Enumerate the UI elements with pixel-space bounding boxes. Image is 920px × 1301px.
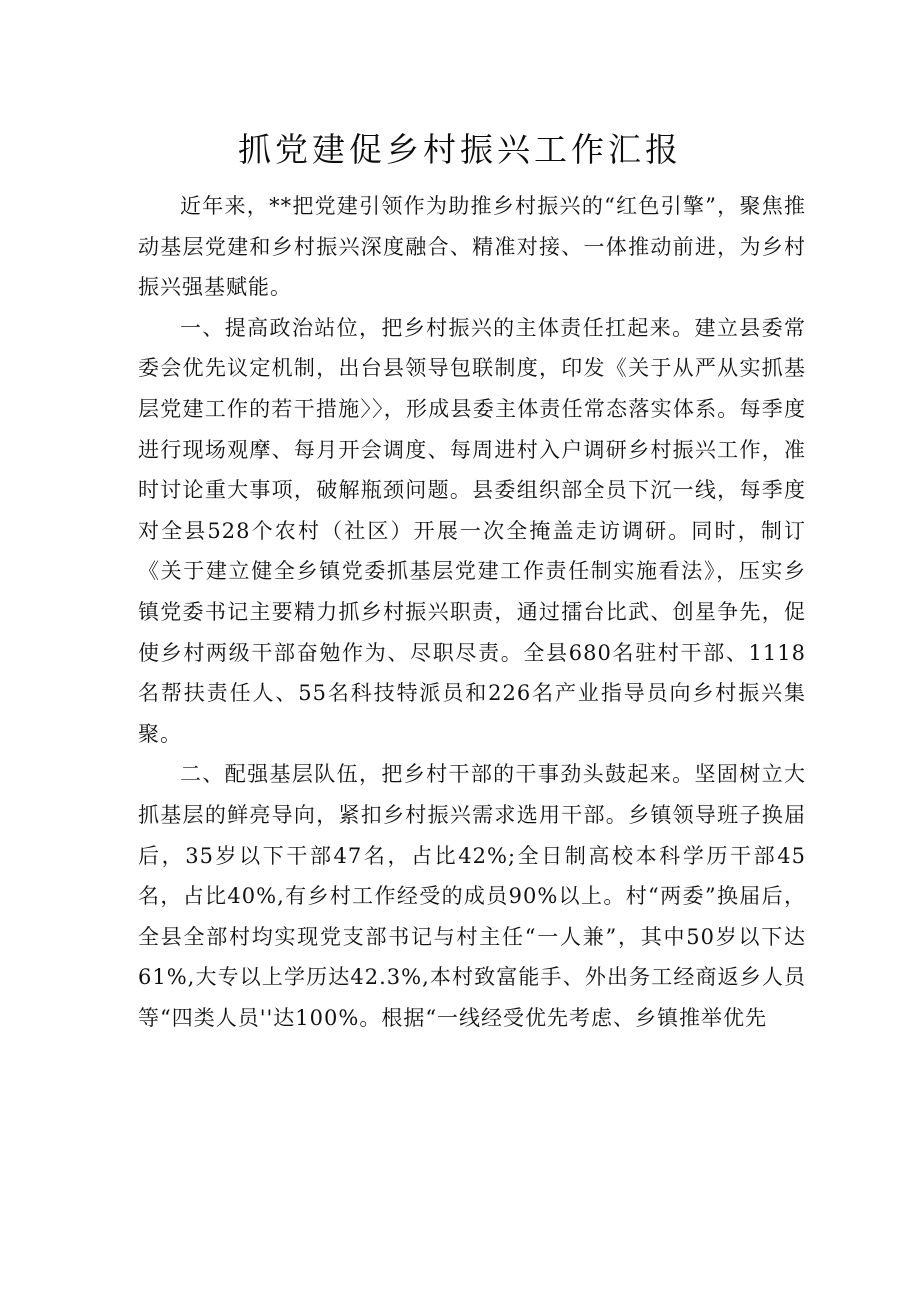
- document-title: 抓党建促乡村振兴工作汇报: [238, 130, 682, 169]
- paragraph-intro: 近年来，**把党建引领作为助推乡村振兴的“红色引擎”，聚焦推动基层党建和乡村振兴深度融合、精准对接、一体推动前进，为乡村振兴强基赋能。: [138, 194, 806, 300]
- document-body: [138, 186, 806, 1038]
- paragraph-section-1: 一、提高政治站位，把乡村振兴的主体责任扛起来。建立县委常委会优先议定机制，出台县领导包联制度，印发《关于从严从实抓基层党建工作的若干措施〉〉，形成县委主体责任常态落实体系。每季度进行现场观摩、每月开会调度、每周进村入户调研乡村振兴工作，准时讨论重大事项，破解瓶颈问题。县委组织部全员下沉一线，每季度对全县528个农村（社区）开展一次全掩盖走访调研。同时，制订《关于建立健全乡镇党委抓基层党建工作责任制实施看法》，压实乡镇党委书记主要精力抓乡村振兴职责，通过擂台比武、创星争先，促使乡村两级干部奋勉作为、尽职尽责。全县680名驻村干部、1118名帮扶责任人、55名科技特派员和226名产业指导员向乡村振兴集聚。: [138, 315, 806, 746]
- paragraph-section-2: 二、配强基层队伍，把乡村干部的干事劲头鼓起来。坚固树立大抓基层的鲜亮导向，紧扣乡村振兴需求选用干部。乡镇领导班子换届后，35岁以下干部47名，占比42%;全日制高校本科学历干部45名，占比40%,有乡村工作经受的成员90%以上。村“两委”换届后，全县全部村均实现党支部书记与村主任“一人兼”，其中50岁以下达61%,大专以上学历达42.3%,本村致富能手、外出务工经商返乡人员等“四类人员''达100%。根据“一线经受优先考虑、乡镇推举优先: [138, 762, 806, 1030]
